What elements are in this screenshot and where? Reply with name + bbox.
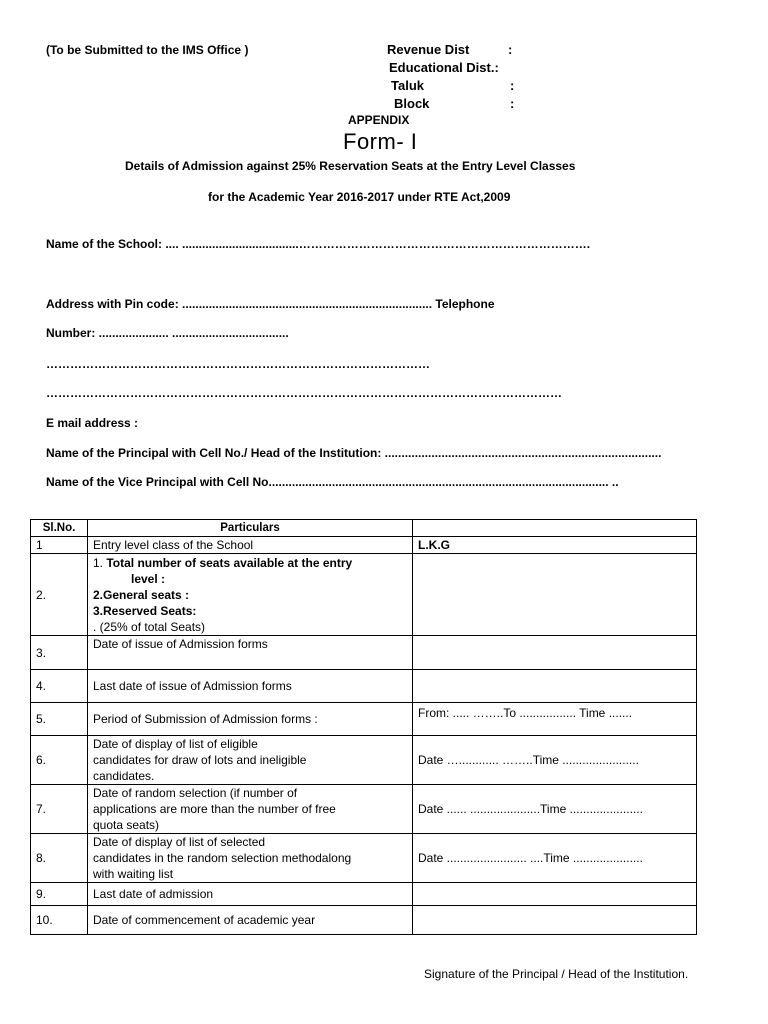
table-row xyxy=(31,834,697,883)
table-row xyxy=(31,785,697,834)
row-value: Date ...... .....................Time ...................... xyxy=(413,785,697,834)
row-value: Date ........................ ....Time ..................... xyxy=(413,834,697,883)
particulars-line: candidates in the random selection methodalong xyxy=(93,851,352,865)
row-particulars: Period of Submission of Admission forms : xyxy=(88,703,413,736)
number-field: Number: ..................... ................................... xyxy=(46,326,289,340)
academic-year-line: for the Academic Year 2016-2017 under RTE Act,2009 xyxy=(208,190,511,204)
row-value xyxy=(413,636,697,670)
row-number: 10. xyxy=(31,906,88,935)
seat-item-number: 1. xyxy=(93,556,107,570)
particulars-line: with waiting list xyxy=(93,867,174,881)
header-particulars: Particulars xyxy=(88,520,413,537)
educational-dist-label: Educational Dist.: xyxy=(389,60,499,75)
row-number: 8. xyxy=(31,834,88,883)
principal-field: Name of the Principal with Cell No./ Head of the Institution: ................................................................................... xyxy=(46,446,662,460)
block-label: Block xyxy=(394,96,430,111)
row-particulars xyxy=(88,785,413,834)
total-seats-level-label: level : xyxy=(131,572,166,586)
particulars-line: Date of random selection (if number of xyxy=(93,786,298,800)
block-colon: : xyxy=(510,96,515,111)
email-field: E mail address : xyxy=(46,416,139,430)
particulars-line: Date of display of list of selected xyxy=(93,835,266,849)
particulars-line: candidates. xyxy=(93,769,155,783)
row-value xyxy=(413,906,697,935)
particulars-line: applications are more than the number of free xyxy=(93,802,336,816)
row-number: 5. xyxy=(31,703,88,736)
row-value xyxy=(413,554,697,636)
revenue-dist-label: Revenue Dist xyxy=(387,42,470,57)
row-particulars: Date of commencement of academic year xyxy=(88,906,413,935)
table-row xyxy=(31,906,697,935)
general-seats-label: 2.General seats : xyxy=(93,588,190,602)
table-row xyxy=(31,554,697,636)
taluk-colon: : xyxy=(510,78,515,93)
particulars-line: Date of display of list of eligible xyxy=(93,737,258,751)
address-field: Address with Pin code: ........................................................................... Telephone xyxy=(46,297,495,311)
header-slno: Sl.No. xyxy=(31,520,88,537)
row-value: L.K.G xyxy=(413,537,697,554)
address-blank-line-2: ………………………………………………………………………………………………………………… xyxy=(46,386,562,400)
table-row xyxy=(31,537,697,554)
signature-line: Signature of the Principal / Head of the Institution. xyxy=(424,967,689,981)
table-row xyxy=(31,670,697,703)
form-subtitle: Details of Admission against 25% Reservation Seats at the Entry Level Classes xyxy=(125,159,576,173)
submission-note: (To be Submitted to the IMS Office ) xyxy=(46,43,249,57)
admission-details-table xyxy=(30,519,697,935)
table-header-row xyxy=(31,520,697,537)
row-value xyxy=(413,883,697,906)
table-row xyxy=(31,703,697,736)
row-particulars xyxy=(88,736,413,785)
row-number: 1 xyxy=(31,537,88,554)
row-particulars: Date of issue of Admission forms xyxy=(88,636,413,670)
appendix-label: APPENDIX xyxy=(348,113,410,127)
total-seats-label: Total number of seats available at the entry xyxy=(106,556,353,570)
header-value xyxy=(413,520,697,537)
row-number: 3. xyxy=(31,636,88,670)
school-name-field: Name of the School: .... ...................................………………………………………………………………. xyxy=(46,237,591,251)
row-particulars: Entry level class of the School xyxy=(88,537,413,554)
row-value xyxy=(413,670,697,703)
particulars-line: candidates for draw of lots and ineligible xyxy=(93,753,307,767)
reserved-seats-note: . (25% of total Seats) xyxy=(93,620,206,634)
row-number: 7. xyxy=(31,785,88,834)
reserved-seats-label: 3.Reserved Seats: xyxy=(93,604,197,618)
row-number: 2. xyxy=(31,554,88,636)
row-number: 9. xyxy=(31,883,88,906)
table-row xyxy=(31,883,697,906)
row-particulars xyxy=(88,554,413,636)
row-number: 6. xyxy=(31,736,88,785)
address-blank-line-1: …………………………………………………………………………………… xyxy=(46,357,430,371)
form-title: Form- I xyxy=(343,129,418,154)
taluk-label: Taluk xyxy=(391,78,424,93)
row-number: 4. xyxy=(31,670,88,703)
particulars-line: quota seats) xyxy=(93,818,160,832)
row-particulars xyxy=(88,834,413,883)
row-particulars: Last date of admission xyxy=(88,883,413,906)
row-particulars: Last date of issue of Admission forms xyxy=(88,670,413,703)
row-value: Date …............ ……..Time ....................... xyxy=(413,736,697,785)
revenue-dist-colon: : xyxy=(508,42,513,57)
row-value: From: ..... ……..To ................. Time ....... xyxy=(413,703,697,736)
table-row xyxy=(31,636,697,670)
vice-principal-field: Name of the Vice Principal with Cell No...................................................................................................... .. xyxy=(46,475,619,489)
table-row xyxy=(31,736,697,785)
